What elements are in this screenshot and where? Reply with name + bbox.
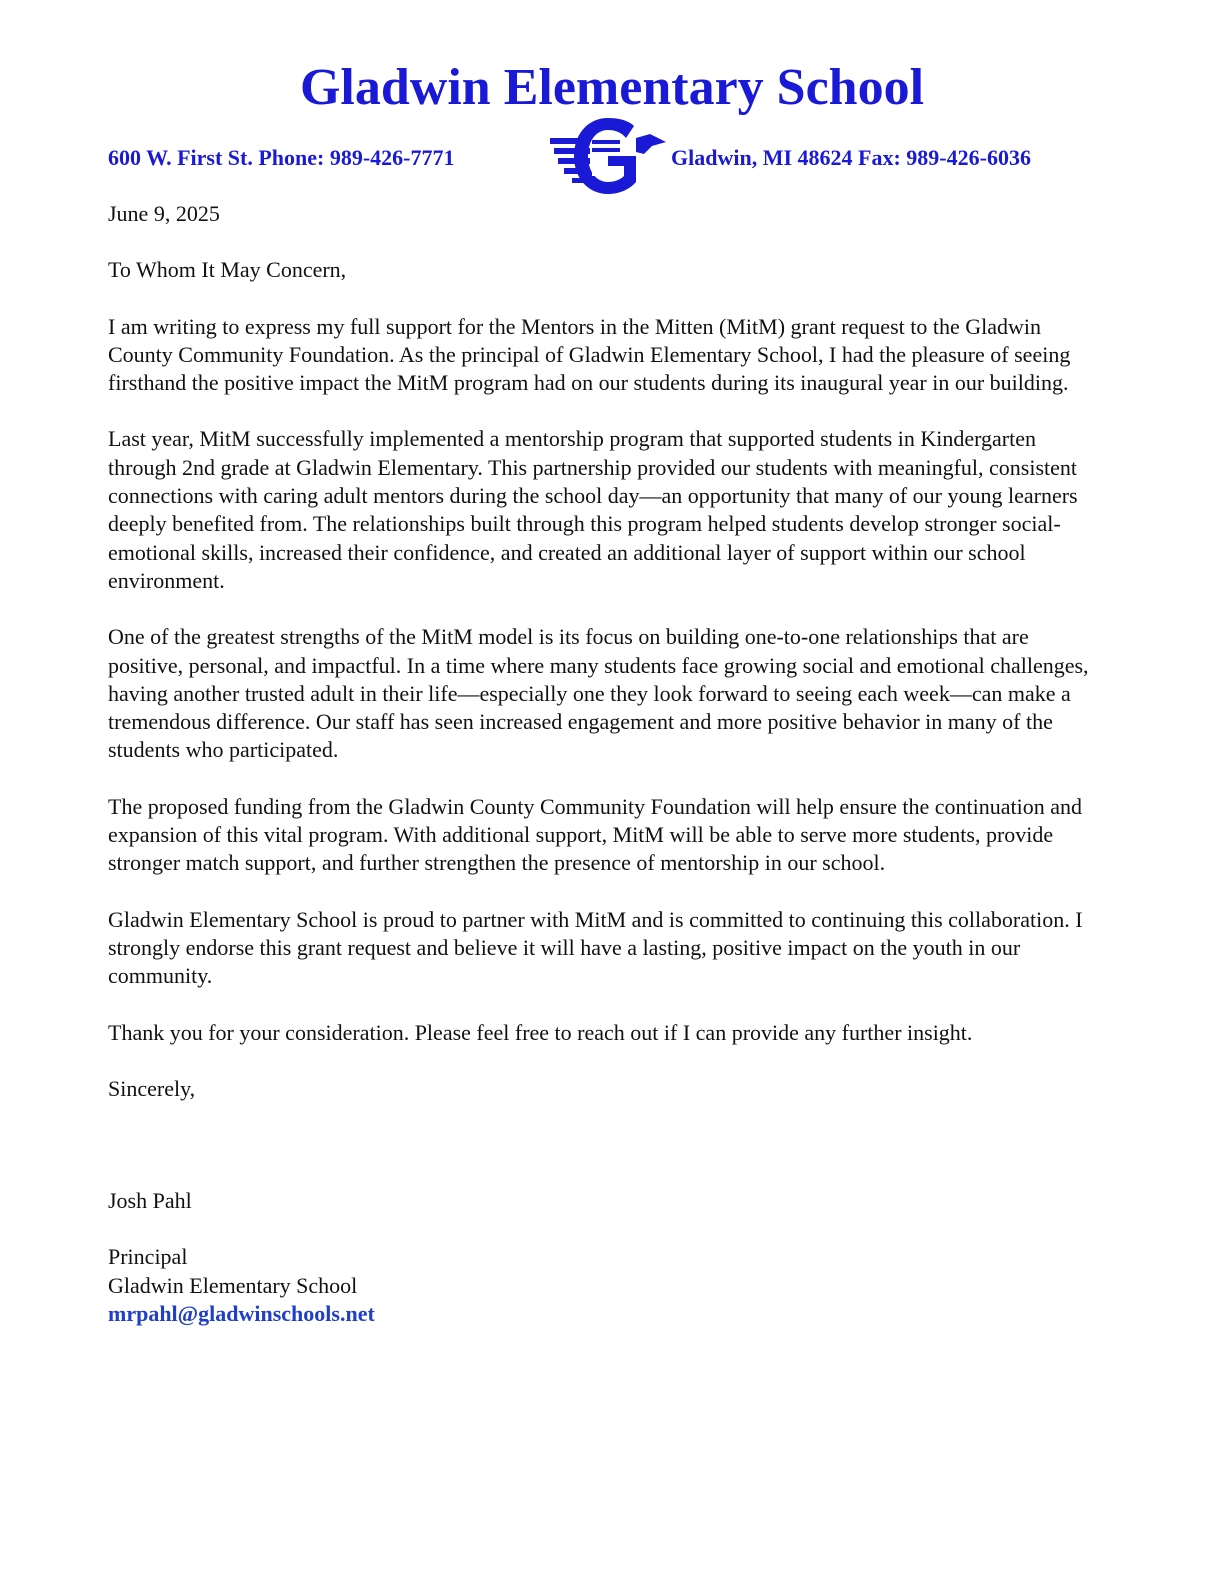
signer-name: Josh Pahl — [108, 1188, 192, 1214]
closing: Sincerely, — [108, 1075, 196, 1101]
letter-date: June 9, 2025 — [108, 201, 220, 226]
body-paragraph: One of the greatest strengths of the MitM model is its focus on building one-to-one relationships that are positive, personal, and impactful. In a time where many students face growing social and emotional challenges, having another trusted adult in their life—especially one they look forward to seeing each week—can make a tremendous difference. Our staff has seen increased engagement and more positive behavior in many of the students who participated. — [108, 624, 1089, 763]
letterhead-contact-row — [0, 112, 1224, 196]
letter-body — [108, 200, 1108, 1328]
signer-email-link[interactable]: mrpahl@gladwinschools.net — [108, 1301, 375, 1327]
signer-organization: Gladwin Elementary School — [108, 1272, 358, 1298]
body-paragraph: The proposed funding from the Gladwin County Community Foundation will help ensure the continuation and expansion of this vital program. With additional support, MitM will be able to serve more students, provide stronger match support, and further strengthen the presence of mentorship in our school. — [108, 793, 1082, 876]
school-name-heading: Gladwin Elementary School — [299, 59, 925, 116]
body-paragraph: I am writing to express my full support for the Mentors in the Mitten (MitM) grant request to the Gladwin County Community Foundation. As the principal of Gladwin Elementary School, I had the pleasure of seeing firsthand the positive impact the MitM program had on our students during its inaugural year in our building. — [108, 313, 1071, 396]
signature-block — [108, 1187, 1108, 1328]
body-paragraph: Last year, MitM successfully implemented a mentorship program that supported students in Kindergarten through 2nd grade at Gladwin Elementary. This partnership provided our students with meaningful, consistent connections with caring adult mentors during the school day—an opportunity that many of our young learners deeply benefited from. The relationships built through this program helped students develop stronger social-emotional skills, increased their confidence, and created an additional layer of support within our school environment. — [108, 426, 1078, 593]
signer-title: Principal — [108, 1244, 188, 1270]
address-phone: 600 W. First St. Phone: 989-426-7771 — [108, 145, 455, 170]
winged-g-logo-icon — [548, 116, 668, 196]
body-paragraph: Gladwin Elementary School is proud to partner with MitM and is committed to continuing this collaboration. I strongly endorse this grant request and believe it will have a lasting, positive impact on the youth in our community. — [108, 906, 1083, 989]
city-fax: Gladwin, MI 48624 Fax: 989-426-6036 — [671, 145, 1031, 170]
salutation: To Whom It May Concern, — [108, 257, 347, 283]
body-paragraph: Thank you for your consideration. Please feel free to reach out if I can provide any further insight. — [108, 1019, 973, 1045]
